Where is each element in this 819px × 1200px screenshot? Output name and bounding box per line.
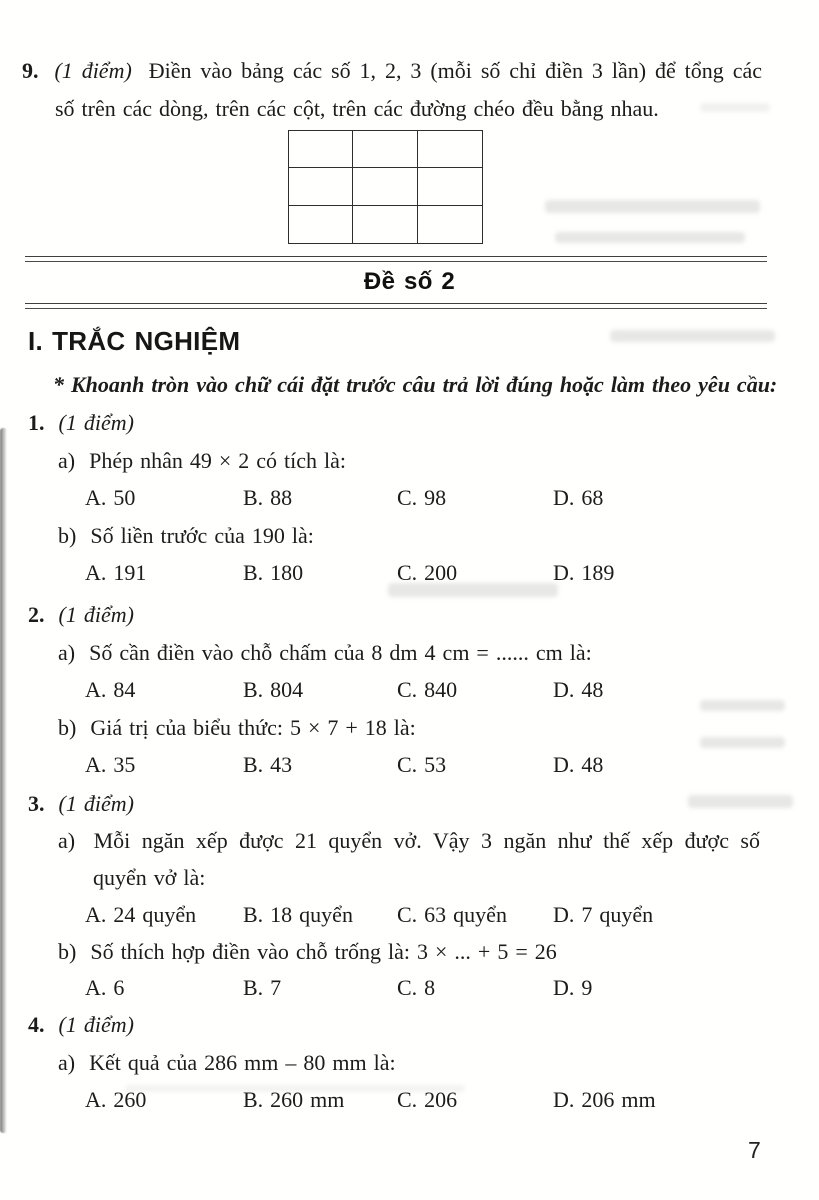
option-c: C. 200 (397, 560, 458, 585)
option-b: B. 18 quyển (243, 902, 353, 927)
option-d: D. 68 (553, 485, 604, 510)
part-label: a) (58, 828, 76, 853)
part-text: Kết quả của 286 mm – 80 mm là: (89, 1050, 396, 1075)
option-a: A. 6 (85, 975, 125, 1000)
option-d: D. 206 mm (553, 1087, 656, 1112)
divider-double-rule-bottom (25, 303, 767, 309)
question-3a-options (0, 896, 819, 934)
question-3-part-a-line-1 (58, 822, 760, 860)
magic-square-grid (288, 130, 483, 244)
showthrough-smudge (700, 700, 785, 711)
option-b: B. 88 (243, 485, 293, 510)
question-3-part-b (0, 933, 819, 971)
part-text: quyển vở là: (93, 865, 206, 890)
option-b: B. 180 (243, 560, 304, 585)
page-number: 7 (748, 1137, 761, 1163)
option-a: A. 191 (85, 560, 147, 585)
option-b: B. 7 (243, 975, 282, 1000)
magic-square-cell (353, 168, 417, 205)
magic-square-cell (418, 168, 482, 205)
part-text: Phép nhân 49 × 2 có tích là: (89, 448, 347, 473)
question-number: 3. (28, 791, 45, 816)
option-b: B. 43 (243, 752, 293, 777)
showthrough-smudge (688, 795, 793, 808)
question-3b-options (0, 969, 819, 1007)
option-a: A. 84 (85, 677, 136, 702)
question-number: 4. (28, 1012, 45, 1037)
showthrough-smudge (700, 103, 770, 112)
option-d: D. 48 (553, 677, 604, 702)
part-label: b) (58, 523, 77, 548)
question-points: (1 điểm) (58, 410, 134, 435)
option-d: D. 189 (553, 560, 615, 585)
part-label: a) (58, 640, 76, 665)
question-2a-options (0, 671, 819, 709)
showthrough-smudge (555, 232, 745, 243)
part-text: Giá trị của biểu thức: 5 × 7 + 18 là: (90, 715, 416, 740)
section-title: I. TRẮC NGHIỆM (28, 326, 241, 356)
showthrough-smudge (610, 330, 775, 342)
part-label: b) (58, 939, 77, 964)
question-4-heading (0, 1006, 819, 1044)
magic-square-cell (289, 168, 353, 205)
magic-square-cell (289, 206, 353, 243)
question-points: (1 điểm) (58, 791, 134, 816)
option-a: A. 35 (85, 752, 136, 777)
option-a: A. 24 quyển (85, 902, 197, 927)
showthrough-smudge (700, 737, 785, 748)
question-number: 2. (28, 602, 45, 627)
option-d: D. 7 quyển (553, 902, 654, 927)
option-b: B. 804 (243, 677, 304, 702)
page-gutter-shadow (0, 428, 7, 1133)
question-text: số trên các dòng, trên các cột, trên các đường chéo đều bằng nhau. (55, 96, 659, 121)
option-d: D. 48 (553, 752, 604, 777)
question-1-part-b (0, 517, 819, 555)
magic-square-cell (418, 131, 482, 168)
option-a: A. 260 (85, 1087, 147, 1112)
option-c: C. 63 quyển (397, 902, 507, 927)
question-1-part-a (0, 442, 819, 480)
magic-square-cell (418, 206, 482, 243)
test-title: Đề số 2 (363, 268, 456, 295)
part-text: Mỗi ngăn xếp được 21 quyển vở. Vậy 3 ngăn như thế xếp được số (93, 828, 760, 853)
option-b: B. 260 mm (243, 1087, 345, 1112)
question-2-part-a (0, 634, 819, 672)
question-1a-options (0, 479, 819, 517)
option-d: D. 9 (553, 975, 593, 1000)
question-text: Điền vào bảng các số 1, 2, 3 (mỗi số chỉ điền 3 lần) để tổng các (148, 58, 763, 83)
divider-double-rule-top (25, 256, 767, 262)
option-c: C. 8 (397, 975, 436, 1000)
question-2-heading (0, 596, 819, 634)
part-label: b) (58, 715, 77, 740)
option-c: C. 206 (397, 1087, 458, 1112)
part-text: Số thích hợp điền vào chỗ trống là: 3 × ... + 5 = 26 (90, 939, 557, 964)
option-c: C. 840 (397, 677, 458, 702)
option-c: C. 53 (397, 752, 447, 777)
question-3-part-a-line-2 (93, 859, 819, 897)
magic-square-cell (353, 131, 417, 168)
question-points: (1 điểm) (58, 1012, 134, 1037)
question-2-part-b (0, 709, 819, 747)
question-9-line-1 (22, 52, 762, 90)
section-instruction: * Khoanh tròn vào chữ cái đặt trước câu trả lời đúng hoặc làm theo yêu cầu: (53, 372, 778, 397)
showthrough-smudge (545, 200, 760, 213)
question-2b-options (0, 746, 819, 784)
question-1-heading (0, 404, 819, 442)
part-text: Số cần điền vào chỗ chấm của 8 dm 4 cm = ...... cm là: (89, 640, 592, 665)
part-label: a) (58, 448, 76, 473)
question-number: 9. (22, 58, 39, 83)
question-points: (1 điểm) (58, 602, 134, 627)
option-a: A. 50 (85, 485, 136, 510)
question-number: 1. (28, 410, 45, 435)
showthrough-smudge (125, 1085, 465, 1092)
part-label: a) (58, 1050, 76, 1075)
magic-square-cell (289, 131, 353, 168)
part-text: Số liền trước của 190 là: (90, 523, 314, 548)
question-points: (1 điểm) (54, 58, 132, 83)
question-4-part-a (0, 1044, 819, 1082)
option-c: C. 98 (397, 485, 447, 510)
showthrough-smudge (388, 583, 558, 597)
magic-square-cell (353, 206, 417, 243)
